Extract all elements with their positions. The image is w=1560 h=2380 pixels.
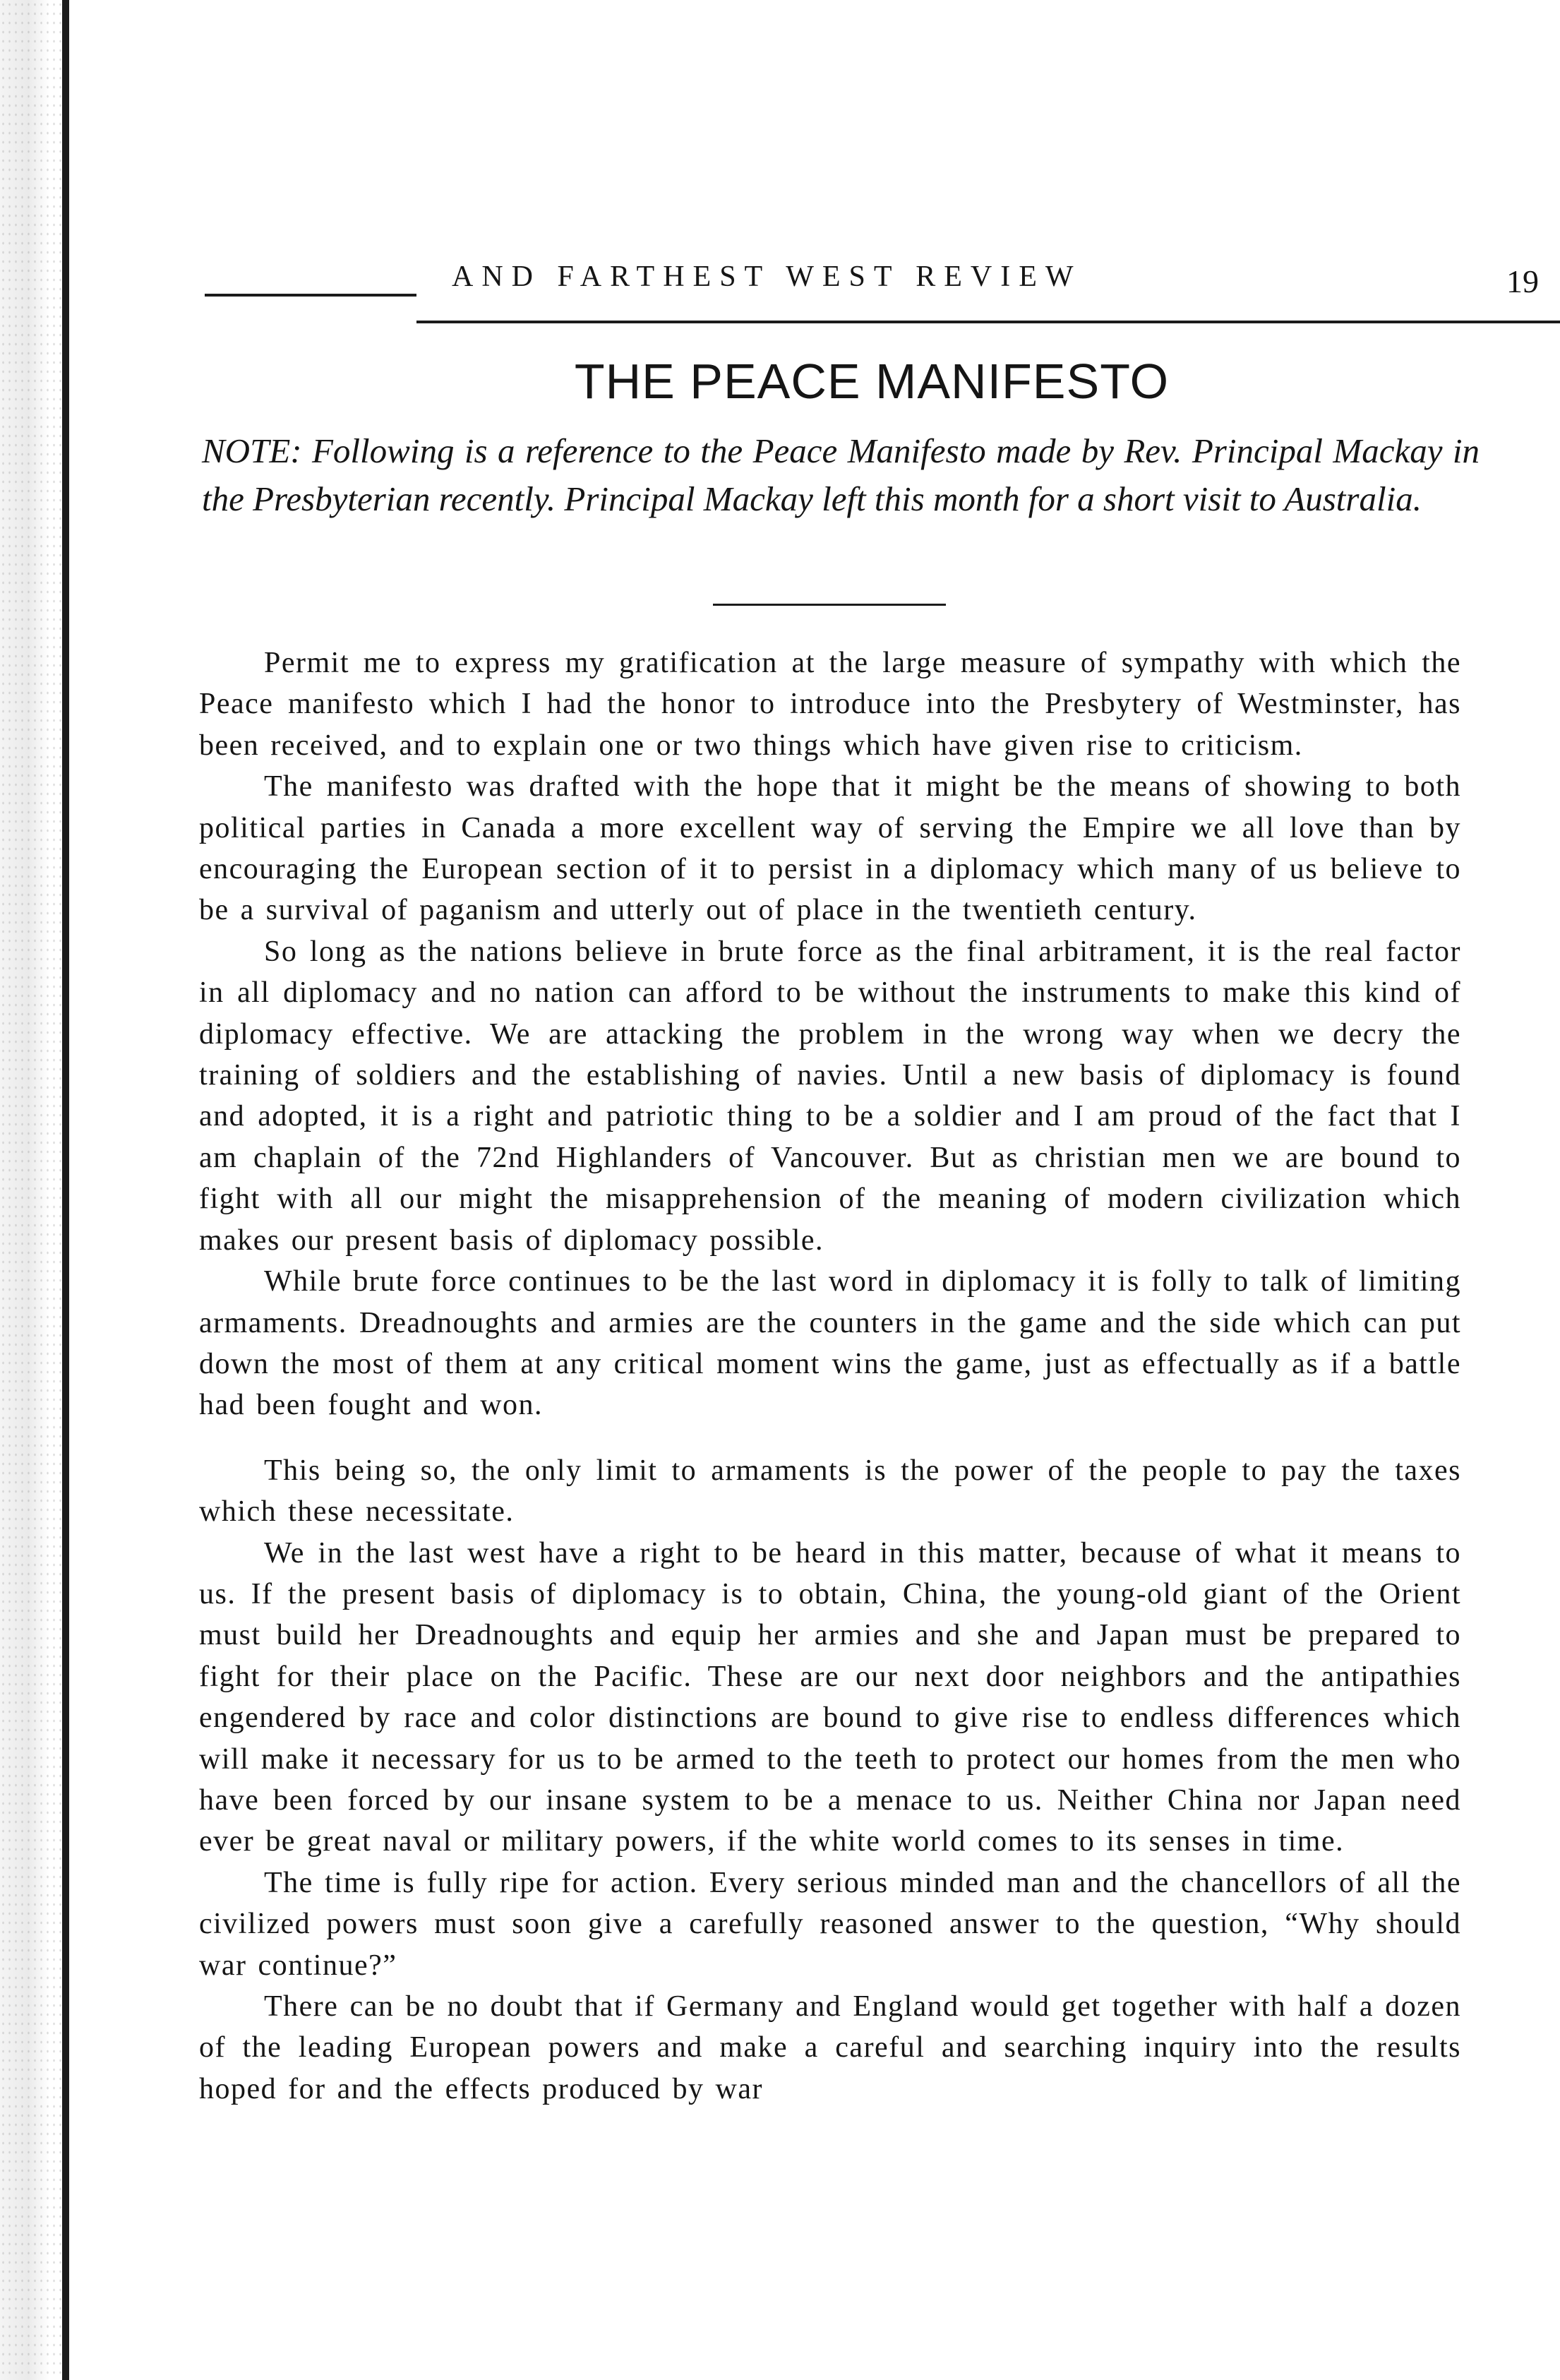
binding-line: [62, 0, 69, 2380]
paragraph: The manifesto was drafted with the hope that it might be the means of showing to both political parties in Canada a more excellent way of serving the Empire we all love than by encouraging the European section of it to persist in a diplomacy which many of us believe to be a survival of paganism and utterly out of place in the twentieth century.: [199, 770, 1461, 927]
article-body: [199, 642, 1461, 2110]
journal-title: AND FARTHEST WEST REVIEW: [452, 261, 1082, 293]
paragraph: While brute force continues to be the last word in diplomacy it is folly to talk of limiting armaments. Dreadnoughts and armies are the counters in the game and the side which can put down the most of them at any critical moment wins the game, just as effectually as if a battle had been fought and won.: [199, 1265, 1461, 1422]
paragraph: The time is fully ripe for action. Every serious minded man and the chancellors of all the civilized powers must soon give a carefully reasoned answer to the question, “Why should war continue?”: [199, 1866, 1461, 1982]
header-rule-left: [205, 294, 416, 297]
separator-rule: [713, 604, 946, 606]
paragraph: This being so, the only limit to armaments is the power of the people to pay the taxes which these necessitate.: [199, 1454, 1461, 1529]
page-number: 19: [1506, 263, 1539, 299]
paper-texture: [0, 0, 64, 2380]
paragraph: So long as the nations believe in brute force as the final arbitrament, it is the real factor in all diplomacy and no nation can afford to be without the instruments to make this kind of diplomacy effective. We are attacking the problem in the wrong way when we decry the training of soldiers and the establishing of navies. Until a new basis of diplomacy is found and adopted, it is a right and patriotic thing to be a soldier and I am proud of the fact that I am chaplain of the 72nd Highlanders of Vancouver. But as christian men we are bound to fight with all our might the misapprehension of the meaning of modern civilization which makes our present basis of diplomacy possible.: [199, 935, 1461, 1257]
paragraph: We in the last west have a right to be heard in this matter, because of what it means to us. If the present basis of diplomacy is to obtain, China, the young-old giant of the Orient must build her Dreadnoughts and equip her armies and she and Japan must be prepared to fight for their place on the Pacific. These are our next door neighbors and the antipathies engendered by race and color distinctions are bound to give rise to endless differences which will make it necessary for us to be armed to the teeth to protect our homes from the men who have been forced by our insane system to be a menace to us. Neither China nor Japan need ever be great naval or military powers, if the white world comes to its senses in time.: [199, 1536, 1461, 1858]
paragraph: There can be no doubt that if Germany and England would get together with half a dozen of the leading European powers and make a careful and searching inquiry into the results hoped for and the effects produced by war: [199, 1990, 1461, 2105]
article-title: THE PEACE MANIFESTO: [574, 354, 1170, 409]
header-rule: [416, 321, 1560, 323]
running-head: [205, 260, 1539, 316]
paragraph: Permit me to express my gratification at the large measure of sympathy with which the Peace manifesto which I had the honor to introduce into the Presbytery of Westminster, has been received, and to explain one or two things which have given rise to criticism.: [199, 647, 1461, 762]
editor-note: NOTE: Following is a reference to the Peace Manifesto made by Rev. Principal Mackay in the Presbyterian recently. Principal Mackay left this month for a short visit to Australia.: [202, 431, 1480, 518]
